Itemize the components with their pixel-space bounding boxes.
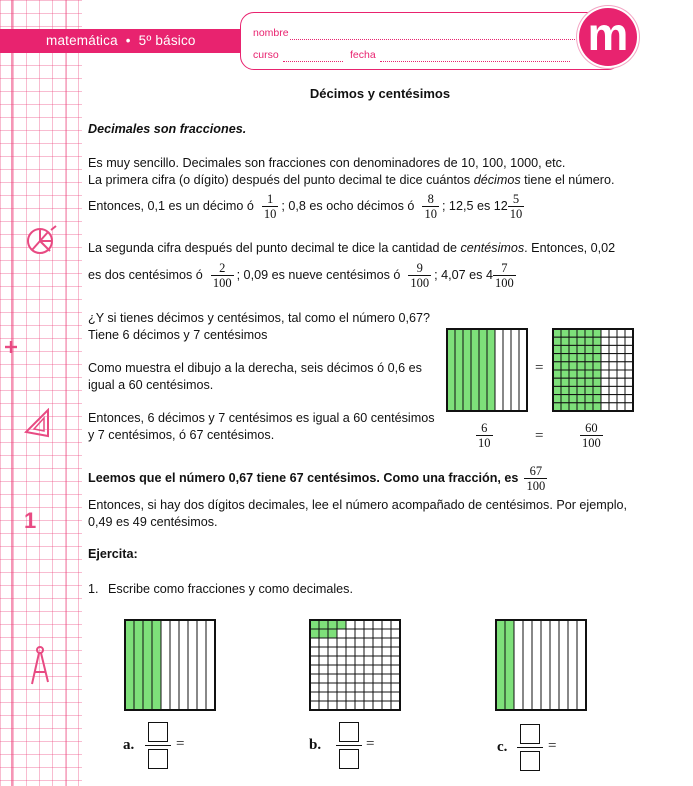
hundredth-cell bbox=[310, 701, 319, 710]
equals-sign: = bbox=[176, 736, 185, 752]
hundredth-cell bbox=[373, 692, 382, 701]
hundredth-cell bbox=[364, 638, 373, 647]
shaded-hundredth bbox=[561, 386, 569, 394]
shaded-tenth bbox=[463, 329, 471, 411]
protractor-icon bbox=[24, 224, 58, 258]
shaded-hundredth bbox=[569, 329, 577, 337]
shaded-hundredth bbox=[328, 629, 337, 638]
strip-line bbox=[11, 0, 13, 786]
hundredth-cell bbox=[328, 638, 337, 647]
hundredth-cell bbox=[625, 370, 633, 378]
tenth-strip bbox=[532, 620, 541, 710]
shaded-hundredth bbox=[569, 354, 577, 362]
hundredth-cell bbox=[337, 638, 346, 647]
shaded-hundredth bbox=[569, 362, 577, 370]
tenth-strip bbox=[179, 620, 188, 710]
hundredth-cell bbox=[319, 701, 328, 710]
shaded-hundredth bbox=[569, 386, 577, 394]
hundredth-cell bbox=[601, 354, 609, 362]
tenth-strip bbox=[568, 620, 577, 710]
paragraph: ¿Y si tienes décimos y centésimos, tal como el número 0,67? bbox=[88, 311, 431, 325]
hundredth-cell bbox=[337, 665, 346, 674]
hundredth-cell bbox=[601, 378, 609, 386]
hundredth-cell bbox=[346, 674, 355, 683]
exercise-a-answer[interactable] bbox=[145, 722, 171, 769]
hundredth-cell bbox=[310, 674, 319, 683]
strip-line bbox=[66, 0, 67, 786]
shaded-tenth bbox=[134, 620, 143, 710]
hundredth-cell bbox=[625, 354, 633, 362]
shaded-hundredth bbox=[319, 629, 328, 638]
shaded-tenth bbox=[455, 329, 463, 411]
hundredth-cell bbox=[382, 665, 391, 674]
hundredth-cell bbox=[391, 665, 400, 674]
hundredth-cell bbox=[310, 656, 319, 665]
shaded-tenth bbox=[125, 620, 134, 710]
hundredth-cell bbox=[609, 329, 617, 337]
hundredth-cell bbox=[601, 329, 609, 337]
hundredth-cell bbox=[373, 647, 382, 656]
tenths-grid bbox=[446, 328, 528, 412]
hundredth-cell bbox=[391, 647, 400, 656]
hundredth-cell bbox=[328, 665, 337, 674]
hundredth-cell bbox=[391, 692, 400, 701]
hundredths-grid bbox=[552, 328, 634, 412]
hundredth-cell bbox=[617, 329, 625, 337]
exercise-c-label: c. bbox=[497, 739, 508, 755]
shaded-hundredth bbox=[561, 345, 569, 353]
shaded-hundredth bbox=[585, 329, 593, 337]
hundredth-cell bbox=[328, 674, 337, 683]
hundredth-cell bbox=[364, 674, 373, 683]
shaded-tenth bbox=[496, 620, 505, 710]
page-number: 1 bbox=[24, 508, 37, 533]
shaded-hundredth bbox=[577, 370, 585, 378]
tenth-strip bbox=[519, 329, 527, 411]
hundredth-cell bbox=[319, 683, 328, 692]
hundredth-cell bbox=[355, 629, 364, 638]
hundredth-cell bbox=[319, 647, 328, 656]
hundredth-cell bbox=[617, 403, 625, 411]
hundredth-cell bbox=[601, 337, 609, 345]
hundredth-cell bbox=[373, 665, 382, 674]
hundredth-cell bbox=[364, 683, 373, 692]
shaded-hundredth bbox=[593, 329, 601, 337]
shaded-hundredth bbox=[593, 362, 601, 370]
exercise-b-grid bbox=[309, 619, 401, 711]
hundredth-cell bbox=[609, 386, 617, 394]
tenth-strip bbox=[188, 620, 197, 710]
fraction: $\frac{1}{10}$ bbox=[263, 191, 277, 221]
hundredth-cell bbox=[617, 386, 625, 394]
fecha-label: fecha bbox=[350, 49, 376, 61]
hundredth-cell bbox=[310, 638, 319, 647]
fraction: $\frac{9}{100}$ bbox=[410, 260, 430, 290]
hundredth-cell bbox=[355, 674, 364, 683]
paragraph: 0,49 es 49 centésimos. bbox=[88, 515, 218, 529]
hundredth-cell bbox=[337, 629, 346, 638]
set-square-icon bbox=[24, 408, 52, 438]
exercise-a-label: a. bbox=[123, 737, 135, 753]
hundredth-cell bbox=[601, 345, 609, 353]
shaded-hundredth bbox=[585, 378, 593, 386]
shaded-hundredth bbox=[569, 345, 577, 353]
hundredth-cell bbox=[373, 683, 382, 692]
hundredth-cell bbox=[328, 701, 337, 710]
hundredth-cell bbox=[337, 692, 346, 701]
curso-field[interactable] bbox=[283, 61, 343, 62]
hundredth-cell bbox=[373, 638, 382, 647]
denominator-box[interactable] bbox=[520, 751, 540, 771]
equals-sign: = bbox=[535, 428, 544, 444]
hundredth-cell bbox=[364, 629, 373, 638]
hundredth-cell bbox=[391, 656, 400, 665]
shaded-hundredth bbox=[569, 337, 577, 345]
hundredth-cell bbox=[391, 683, 400, 692]
hundredth-cell bbox=[382, 638, 391, 647]
plus-icon bbox=[4, 340, 18, 354]
hundredth-cell bbox=[625, 395, 633, 403]
hundredth-cell bbox=[346, 620, 355, 629]
shaded-hundredth bbox=[561, 329, 569, 337]
hundredth-cell bbox=[328, 683, 337, 692]
shaded-hundredth bbox=[585, 395, 593, 403]
brand-logo: m bbox=[579, 8, 637, 66]
fraction: $\frac{8}{10}$ bbox=[424, 191, 437, 221]
shaded-hundredth bbox=[585, 403, 593, 411]
hundredth-cell bbox=[609, 378, 617, 386]
shaded-hundredth bbox=[553, 395, 561, 403]
hundredth-cell bbox=[382, 629, 391, 638]
paragraph: Tiene 6 décimos y 7 centésimos bbox=[88, 328, 268, 342]
hundredth-cell bbox=[391, 638, 400, 647]
shaded-hundredth bbox=[593, 337, 601, 345]
hundredth-cell bbox=[625, 378, 633, 386]
hundredth-cell bbox=[617, 345, 625, 353]
fraction: $\frac{7}{100}$ bbox=[494, 260, 514, 290]
shaded-hundredth bbox=[561, 354, 569, 362]
paragraph: Entonces, si hay dos dígitos decimales, lee el número acompañado de centésimos. Por ejemplo, bbox=[88, 498, 628, 512]
hundredth-cell bbox=[617, 337, 625, 345]
hundredth-cell bbox=[391, 629, 400, 638]
paragraph: La segunda cifra después del punto decimal te dice la cantidad de centésimos. Entonces, 0,02 bbox=[88, 241, 616, 255]
tenth-strip bbox=[161, 620, 170, 710]
paragraph: y 7 centésimos, ó 67 centésimos. bbox=[88, 428, 275, 442]
exercise-item-number: 1. bbox=[88, 582, 99, 596]
hundredth-cell bbox=[346, 656, 355, 665]
shaded-tenth bbox=[479, 329, 487, 411]
hundredth-cell bbox=[364, 647, 373, 656]
tenth-strip bbox=[206, 620, 215, 710]
shaded-hundredth bbox=[577, 395, 585, 403]
shaded-hundredth bbox=[310, 629, 319, 638]
shaded-hundredth bbox=[577, 337, 585, 345]
hundredth-cell bbox=[346, 692, 355, 701]
hundredth-cell bbox=[328, 656, 337, 665]
shaded-hundredth bbox=[561, 370, 569, 378]
hundredth-cell bbox=[625, 345, 633, 353]
hundredth-cell bbox=[609, 362, 617, 370]
shaded-tenth bbox=[447, 329, 455, 411]
hundredth-cell bbox=[609, 337, 617, 345]
hundredth-cell bbox=[346, 638, 355, 647]
shaded-hundredth bbox=[593, 386, 601, 394]
section-heading: Decimales son fracciones. bbox=[88, 122, 247, 136]
equals-sign: = bbox=[366, 736, 375, 752]
hundredth-cell bbox=[382, 683, 391, 692]
shaded-hundredth bbox=[593, 345, 601, 353]
hundredth-cell bbox=[337, 701, 346, 710]
tenth-strip bbox=[503, 329, 511, 411]
hundredth-cell bbox=[382, 620, 391, 629]
shaded-hundredth bbox=[577, 386, 585, 394]
hundredth-cell bbox=[617, 395, 625, 403]
shaded-tenth bbox=[143, 620, 152, 710]
hundredth-cell bbox=[601, 386, 609, 394]
hundredth-cell bbox=[601, 370, 609, 378]
shaded-hundredth bbox=[593, 370, 601, 378]
hundredth-cell bbox=[617, 354, 625, 362]
shaded-hundredth bbox=[561, 378, 569, 386]
shaded-hundredth bbox=[585, 337, 593, 345]
hundredth-cell bbox=[382, 674, 391, 683]
hundredth-cell bbox=[346, 683, 355, 692]
fraction: $\frac{2}{100}$ bbox=[212, 260, 232, 290]
fraction: $\frac{5}{10}$ bbox=[509, 191, 523, 221]
hundredth-cell bbox=[364, 620, 373, 629]
hundredth-cell bbox=[373, 629, 382, 638]
diagram-fraction-right: $\frac{60}{100}$ bbox=[582, 421, 601, 450]
compass-icon bbox=[28, 646, 52, 686]
tenth-strip bbox=[514, 620, 523, 710]
header-subject bbox=[46, 33, 196, 48]
hundredth-cell bbox=[625, 386, 633, 394]
paragraph: Leemos que el número 0,67 tiene 67 centésimos. Como una fracción, es $\frac{67}{100}$ bbox=[88, 463, 546, 493]
shaded-hundredth bbox=[577, 345, 585, 353]
hundredth-cell bbox=[337, 647, 346, 656]
shaded-hundredth bbox=[585, 354, 593, 362]
hundredth-cell bbox=[310, 665, 319, 674]
shaded-hundredth bbox=[553, 403, 561, 411]
hundredth-cell bbox=[625, 329, 633, 337]
tenth-strip bbox=[511, 329, 519, 411]
exercise-heading: Ejercita: bbox=[88, 547, 138, 561]
shaded-hundredth bbox=[585, 345, 593, 353]
hundredth-cell bbox=[319, 656, 328, 665]
tenth-strip bbox=[170, 620, 179, 710]
shaded-hundredth bbox=[553, 362, 561, 370]
tenth-strip bbox=[495, 329, 503, 411]
hundredth-cell bbox=[601, 362, 609, 370]
hundredth-cell bbox=[328, 647, 337, 656]
equals-sign: = bbox=[548, 738, 557, 754]
hundredth-cell bbox=[625, 337, 633, 345]
shaded-tenth bbox=[152, 620, 161, 710]
shaded-hundredth bbox=[577, 378, 585, 386]
diagram-fraction-left: $\frac{6}{10}$ bbox=[478, 421, 491, 450]
shaded-hundredth bbox=[569, 370, 577, 378]
shaded-hundredth bbox=[310, 620, 319, 629]
tenth-strip bbox=[541, 620, 550, 710]
fecha-field[interactable] bbox=[380, 61, 570, 62]
hundredth-cell bbox=[319, 665, 328, 674]
shaded-hundredth bbox=[561, 403, 569, 411]
shaded-hundredth bbox=[553, 337, 561, 345]
hundredth-cell bbox=[373, 701, 382, 710]
hundredth-cell bbox=[373, 674, 382, 683]
shaded-tenth bbox=[487, 329, 495, 411]
numerator-box[interactable] bbox=[148, 722, 168, 742]
hundredth-cell bbox=[382, 656, 391, 665]
shaded-hundredth bbox=[553, 329, 561, 337]
shaded-hundredth bbox=[593, 378, 601, 386]
hundredth-cell bbox=[625, 403, 633, 411]
hundredth-cell bbox=[617, 362, 625, 370]
hundredth-cell bbox=[373, 620, 382, 629]
hundredth-cell bbox=[355, 656, 364, 665]
shaded-hundredth bbox=[585, 370, 593, 378]
hundredth-cell bbox=[609, 345, 617, 353]
hundredth-cell bbox=[391, 701, 400, 710]
hundredth-cell bbox=[337, 674, 346, 683]
tenth-strip bbox=[559, 620, 568, 710]
hundredth-cell bbox=[364, 665, 373, 674]
exercise-b-label: b. bbox=[309, 737, 322, 753]
grade-name: 5º básico bbox=[138, 33, 196, 48]
hundredth-cell bbox=[617, 370, 625, 378]
tenth-strip bbox=[197, 620, 206, 710]
page-title: Décimos y centésimos bbox=[309, 86, 451, 101]
hundredth-cell bbox=[337, 683, 346, 692]
hundredth-cell bbox=[364, 701, 373, 710]
hundredth-cell bbox=[625, 362, 633, 370]
exercise-a-grid bbox=[124, 619, 216, 711]
exercise-instruction: Escribe como fracciones y como decimales. bbox=[108, 582, 353, 596]
hundredth-cell bbox=[310, 683, 319, 692]
shaded-hundredth bbox=[553, 370, 561, 378]
hundredth-cell bbox=[391, 620, 400, 629]
hundredth-cell bbox=[382, 647, 391, 656]
paragraph: es dos centésimos ó $\frac{2}{100}$ ; 0,09 es nueve centésimos ó $\frac{9}{100}$ ; 4,07 es 4 $\frac{7}{100}$ bbox=[88, 260, 514, 290]
shaded-tenth bbox=[471, 329, 479, 411]
hundredth-cell bbox=[609, 403, 617, 411]
hundredth-cell bbox=[355, 692, 364, 701]
hundredth-cell bbox=[601, 395, 609, 403]
shaded-hundredth bbox=[569, 378, 577, 386]
hundredth-cell bbox=[319, 692, 328, 701]
shaded-hundredth bbox=[593, 354, 601, 362]
shaded-hundredth bbox=[561, 337, 569, 345]
numerator-box[interactable] bbox=[520, 724, 540, 744]
left-grid-strip bbox=[0, 0, 82, 786]
shaded-hundredth bbox=[328, 620, 337, 629]
hundredth-cell bbox=[391, 674, 400, 683]
exercise-c-grid bbox=[495, 619, 587, 711]
exercise-c-answer[interactable] bbox=[517, 724, 543, 771]
shaded-hundredth bbox=[577, 403, 585, 411]
hundredth-cell bbox=[319, 638, 328, 647]
shaded-hundredth bbox=[561, 362, 569, 370]
hundredth-cell bbox=[609, 370, 617, 378]
shaded-hundredth bbox=[553, 386, 561, 394]
shaded-hundredth bbox=[577, 362, 585, 370]
numerator-box[interactable] bbox=[339, 722, 359, 742]
shaded-hundredth bbox=[553, 354, 561, 362]
denominator-box[interactable] bbox=[148, 749, 168, 769]
shaded-hundredth bbox=[577, 329, 585, 337]
paragraph: Entonces, 6 décimos y 7 centésimos es igual a 60 centésimos bbox=[88, 411, 435, 425]
hundredth-cell bbox=[346, 701, 355, 710]
subject-separator: • bbox=[125, 33, 131, 48]
shaded-hundredth bbox=[319, 620, 328, 629]
hundredth-cell bbox=[310, 692, 319, 701]
shaded-hundredth bbox=[553, 378, 561, 386]
shaded-hundredth bbox=[593, 395, 601, 403]
shaded-hundredth bbox=[337, 620, 346, 629]
hundredth-cell bbox=[617, 378, 625, 386]
exercise-b-answer[interactable] bbox=[336, 722, 362, 769]
hundredth-cell bbox=[355, 701, 364, 710]
hundredth-cell bbox=[364, 692, 373, 701]
hundredth-cell bbox=[373, 656, 382, 665]
hundredth-cell bbox=[319, 674, 328, 683]
hundredth-cell bbox=[310, 647, 319, 656]
shaded-hundredth bbox=[553, 345, 561, 353]
hundredth-cell bbox=[382, 692, 391, 701]
tenth-strip bbox=[523, 620, 532, 710]
shaded-hundredth bbox=[569, 403, 577, 411]
hundredth-cell bbox=[337, 656, 346, 665]
fraction: $\frac{67}{100}$ bbox=[526, 463, 546, 493]
denominator-box[interactable] bbox=[339, 749, 359, 769]
paragraph: La primera cifra (o dígito) después del punto decimal te dice cuántos décimos tiene el número. bbox=[88, 173, 615, 187]
paragraph: igual a 60 centésimos. bbox=[88, 378, 214, 392]
paragraph: Es muy sencillo. Decimales son fracciones con denominadores de 10, 100, 1000, etc. bbox=[88, 156, 566, 170]
hundredth-cell bbox=[355, 620, 364, 629]
hundredth-cell bbox=[609, 395, 617, 403]
shaded-tenth bbox=[505, 620, 514, 710]
curso-label: curso bbox=[253, 49, 279, 61]
hundredth-cell bbox=[382, 701, 391, 710]
hundredth-cell bbox=[346, 665, 355, 674]
hundredth-cell bbox=[328, 692, 337, 701]
shaded-hundredth bbox=[569, 395, 577, 403]
paragraph: Entonces, 0,1 es un décimo ó $\frac{1}{10}$ ; 0,8 es ocho décimos ó $\frac{8}{10}$ ; 12,5 es 12 $\frac{5}{10}$ bbox=[88, 191, 523, 221]
hundredth-cell bbox=[355, 638, 364, 647]
shaded-hundredth bbox=[593, 403, 601, 411]
tenth-strip bbox=[550, 620, 559, 710]
shaded-hundredth bbox=[585, 362, 593, 370]
hundredth-cell bbox=[609, 354, 617, 362]
hundredth-cell bbox=[355, 647, 364, 656]
nombre-label: nombre bbox=[253, 27, 289, 39]
hundredth-cell bbox=[355, 665, 364, 674]
shaded-hundredth bbox=[561, 395, 569, 403]
equals-sign: = bbox=[535, 360, 544, 376]
tenth-strip bbox=[577, 620, 586, 710]
paragraph: Como muestra el dibujo a la derecha, seis décimos ó 0,6 es bbox=[88, 361, 422, 375]
hundredth-cell bbox=[346, 629, 355, 638]
hundredth-cell bbox=[364, 656, 373, 665]
shaded-hundredth bbox=[577, 354, 585, 362]
subject-name: matemática bbox=[46, 33, 118, 48]
hundredth-cell bbox=[601, 403, 609, 411]
shaded-hundredth bbox=[585, 386, 593, 394]
nombre-field[interactable] bbox=[290, 39, 575, 40]
hundredth-cell bbox=[355, 683, 364, 692]
hundredth-cell bbox=[346, 647, 355, 656]
